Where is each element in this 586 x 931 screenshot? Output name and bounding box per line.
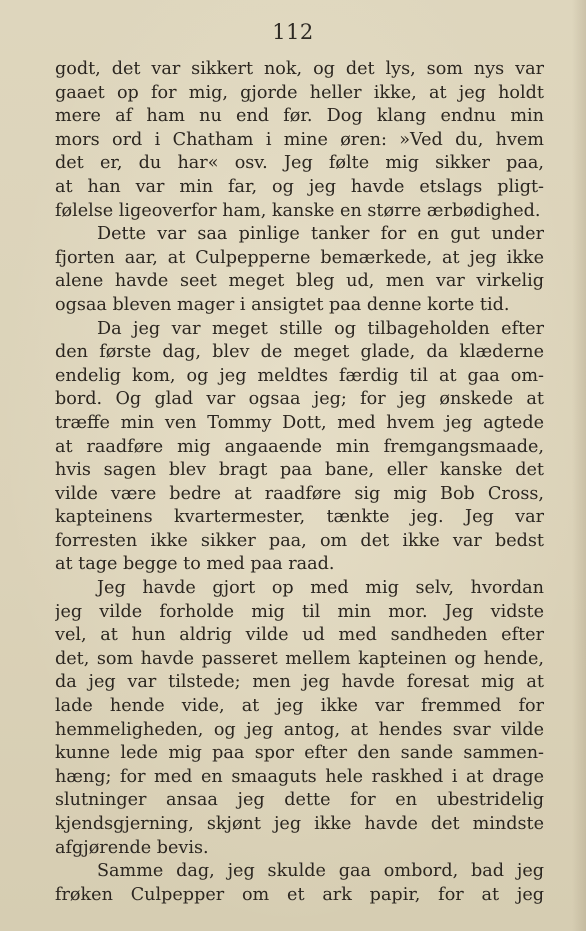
text-line: kjendsgjerning, skjønt jeg ikke havde det mindste	[55, 814, 544, 834]
text-line: afgjørende bevis.	[55, 837, 209, 858]
text-line: at han var min far, og jeg havde etslags pligt-	[55, 176, 544, 197]
text-line: vel, at hun aldrig vilde ud med sandheden efter	[55, 625, 544, 646]
text-line: lade hende vide, at jeg ikke var fremmed for	[55, 696, 544, 717]
text-line: slutninger ansaa jeg dette for en ubestridelig	[55, 790, 544, 811]
text-line: forresten ikke sikker paa, om det ikke var bedst	[55, 530, 544, 551]
body-text	[55, 58, 544, 907]
text-line: vilde være bedre at raadføre sig mig Bob Cross,	[55, 483, 544, 504]
text-line: endelig kom, og jeg meldtes færdig til at gaa om-	[55, 365, 544, 386]
text-line: det er, du har« osv. Jeg følte mig sikker paa,	[55, 153, 544, 174]
text-line: ogsaa bleven mager i ansigtet paa denne korte tid.	[55, 294, 510, 315]
text-line: Jeg havde gjort op med mig selv, hvordan	[97, 578, 544, 599]
text-line: det, som havde passeret mellem kapteinen og hende,	[55, 648, 544, 669]
text-line: at tage begge to med paa raad.	[55, 554, 335, 575]
text-line: at raadføre mig angaaende min fremgangsmaade,	[55, 436, 544, 457]
text-line: hvis sagen blev bragt paa bane, eller kanske det	[55, 460, 544, 481]
page-number: 112	[272, 20, 314, 44]
text-line: da jeg var tilstede; men jeg havde foresat mig at	[55, 672, 544, 693]
text-line: Da jeg var meget stille og tilbageholden efter	[97, 318, 544, 339]
text-line: kunne lede mig paa spor efter den sande sammen-	[55, 743, 544, 764]
text-line: bord. Og glad var ogsaa jeg; for jeg ønskede at	[55, 389, 544, 410]
text-line: mors ord i Chatham i mine øren: »Ved du, hvem	[55, 129, 544, 150]
text-line: den første dag, blev de meget glade, da klæderne	[55, 342, 544, 363]
text-line: alene havde seet meget bleg ud, men var virkelig	[55, 271, 544, 292]
text-line: frøken Culpepper om et ark papir, for at jeg	[55, 884, 544, 905]
text-line: jeg vilde forholde mig til min mor. Jeg vidste	[55, 601, 544, 622]
text-line: følelse ligeoverfor ham, kanske en større ærbødighed.	[55, 200, 541, 221]
text-line: mere af ham nu end før. Dog klang endnu min	[55, 106, 544, 127]
text-line: Dette var saa pinlige tanker for en gut under	[97, 224, 544, 245]
text-line: Samme dag, jeg skulde gaa ombord, bad jeg	[97, 861, 544, 882]
text-line: træffe min ven Tommy Dott, med hvem jeg agtede	[55, 412, 544, 433]
text-line: kapteinens kvartermester, tænkte jeg. Jeg var	[55, 507, 544, 528]
text-line: hæng; for med en smaaguts hele raskhed i at drage	[55, 766, 544, 787]
text-line: hemmeligheden, og jeg antog, at hendes svar vilde	[55, 719, 544, 740]
text-line: gaaet op for mig, gjorde heller ikke, at jeg holdt	[55, 82, 544, 103]
text-line: godt, det var sikkert nok, og det lys, som nys var	[55, 59, 544, 79]
text-line: fjorten aar, at Culpepperne bemærkede, at jeg ikke	[55, 247, 544, 268]
